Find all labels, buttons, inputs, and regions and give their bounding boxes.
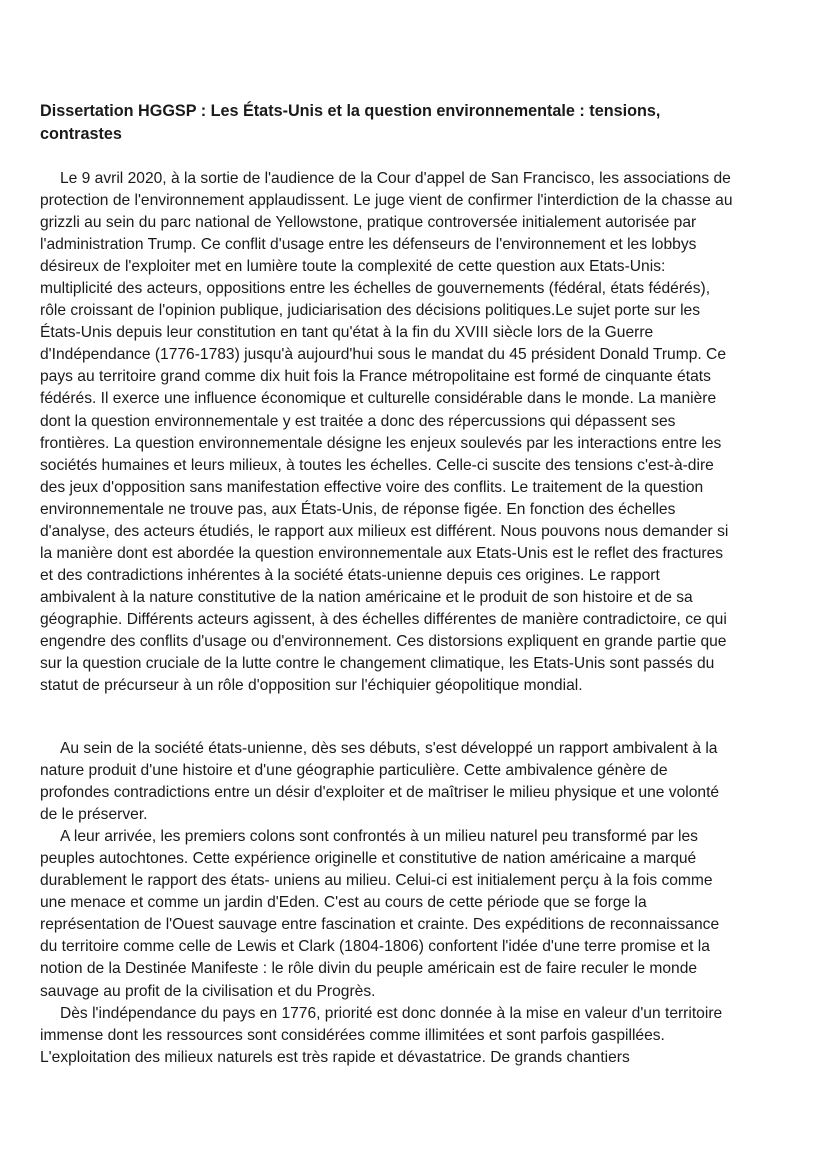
title-line: contrastes bbox=[40, 125, 122, 143]
text-line: peuples autochtones. Cette expérience originelle et constitutive de nation américaine a marqué bbox=[40, 850, 697, 868]
text-line: États-Unis depuis leur constitution en tant qu'état à la fin du XVIII siècle lors de la Guerre bbox=[40, 324, 654, 342]
text-line: l'administration Trump. Ce conflit d'usage entre les défenseurs de l'environnement et les lobbys bbox=[40, 236, 697, 254]
text-line: une menace et comme un jardin d'Eden. C'est au cours de cette période que se forge la bbox=[40, 894, 647, 912]
text-line: de le préserver. bbox=[40, 806, 148, 824]
paragraph-part-one bbox=[40, 738, 722, 1069]
text-line: A leur arrivée, les premiers colons sont confrontés à un milieu naturel peu transformé par les bbox=[60, 828, 698, 846]
text-line: durablement le rapport des états- uniens au milieu. Celui-ci est initialement perçu à la fois comme bbox=[40, 872, 713, 890]
text-line: dont la question environnementale y est traitée a donc des répercussions qui dépassent ses bbox=[40, 412, 676, 430]
text-line: notion de la Destinée Manifeste : le rôle divin du peuple américain est de faire reculer le monde bbox=[40, 960, 698, 978]
text-line: rôle croissant de l'opinion publique, judiciarisation des décisions politiques.Le sujet porte sur les bbox=[40, 302, 701, 320]
text-line: statut de précurseur à un rôle d'opposition sur l'échiquier géopolitique mondial. bbox=[40, 677, 583, 695]
text-line: géographie. Différents acteurs agissent, à des échelles différentes de manière contradictoire, ce qui bbox=[40, 610, 727, 628]
title-line: Dissertation HGGSP : Les États-Unis et la question environnementale : tensions, bbox=[40, 102, 661, 120]
text-line: fédérés. Il exerce une influence économique et culturelle considérable dans le monde. La manière bbox=[40, 390, 717, 408]
text-line: ambivalent à la nature constitutive de la nation américaine et le produit de son histoire et de sa bbox=[40, 588, 693, 606]
text-line: sur la question cruciale de la lutte contre le changement climatique, les Etats-Unis sont passés du bbox=[40, 655, 715, 673]
text-line: représentation de l'Ouest sauvage entre fascination et crainte. Des expéditions de reconnaissance bbox=[40, 916, 720, 934]
text-line: sociétés humaines et leurs milieux, à toutes les échelles. Celle-ci suscite des tensions c'est-à-dire bbox=[40, 456, 714, 474]
text-line: environnementale ne trouve pas, aux États-Unis, de réponse figée. En fonction des échelles bbox=[40, 500, 676, 518]
text-line: Dès l'indépendance du pays en 1776, priorité est donc donnée à la mise en valeur d'un territoire bbox=[60, 1004, 723, 1022]
text-line: grizzli au sein du parc national de Yellowstone, pratique controversée initialement autorisée par bbox=[40, 214, 697, 232]
paragraph-introduction bbox=[40, 168, 733, 697]
text-line: pays au territoire grand comme dix huit fois la France métropolitaine est formé de cinquante états bbox=[40, 368, 711, 386]
text-line: d'analyse, des acteurs étudiés, le rapport aux milieux est différent. Nous pouvons nous demander si bbox=[40, 522, 729, 540]
text-line: engendre des conflits d'usage ou d'environnement. Ces distorsions expliquent en grande partie que bbox=[40, 632, 727, 650]
text-line: d'Indépendance (1776-1783) jusqu'à aujourd'hui sous le mandat du 45 président Donald Trump. Ce bbox=[40, 346, 726, 364]
text-line: protection de l'environnement applaudissent. Le juge vient de confirmer l'interdiction de la chasse au bbox=[40, 192, 733, 210]
text-line: désireux de l'exploiter met en lumière toute la complexité de cette question aux Etats-Unis: bbox=[40, 258, 666, 276]
document-title bbox=[40, 100, 660, 146]
text-line: sauvage au profit de la civilisation et du Progrès. bbox=[40, 982, 376, 1000]
text-line: multiplicité des acteurs, oppositions entre les échelles de gouvernements (fédéral, états fédérés), bbox=[40, 280, 711, 298]
text-line: L'exploitation des milieux naturels est très rapide et dévastatrice. De grands chantiers bbox=[40, 1048, 630, 1066]
text-line: immense dont les ressources sont considérées comme illimitées et sont parfois gaspillées. bbox=[40, 1026, 665, 1044]
text-line: et des contradictions inhérentes à la société états-unienne depuis ces origines. Le rapport bbox=[40, 566, 660, 584]
text-line: nature produit d'une histoire et d'une géographie particulière. Cette ambivalence génère de bbox=[40, 762, 668, 780]
text-line: du territoire comme celle de Lewis et Clark (1804-1806) confortent l'idée d'une terre promise et la bbox=[40, 938, 710, 956]
text-line: frontières. La question environnementale désigne les enjeux soulevés par les interactions entre les bbox=[40, 434, 722, 452]
text-line: Le 9 avril 2020, à la sortie de l'audience de la Cour d'appel de San Francisco, les associations de bbox=[60, 170, 731, 187]
text-line: Au sein de la société états-unienne, dès ses débuts, s'est développé un rapport ambivalent à la bbox=[60, 740, 718, 757]
text-line: profondes contradictions entre un désir d'exploiter et de maîtriser le milieu physique et une volonté bbox=[40, 784, 720, 802]
text-line: des jeux d'opposition sans manifestation effective voire des conflits. Le traitement de la question bbox=[40, 478, 704, 496]
text-line: la manière dont est abordée la question environnementale aux Etats-Unis est le reflet des fractures bbox=[40, 544, 724, 562]
